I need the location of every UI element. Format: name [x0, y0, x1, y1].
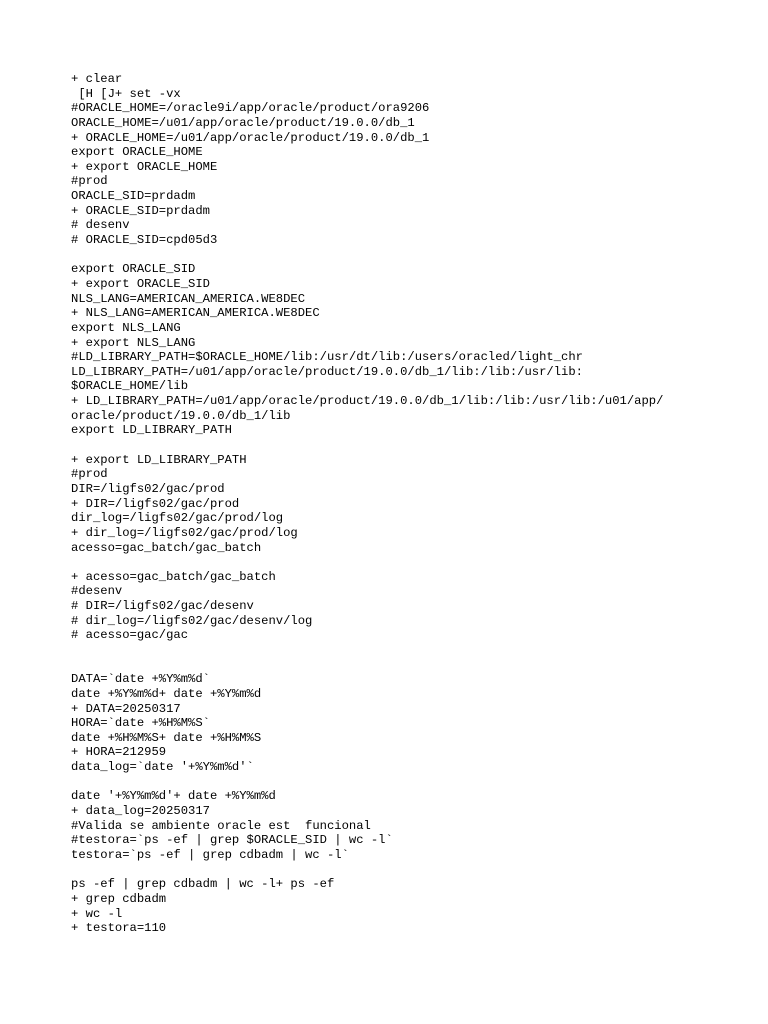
log-line: #testora=`ps -ef | grep $ORACLE_SID | wc -l`: [71, 833, 393, 848]
log-document: [71, 72, 751, 936]
log-line: + dir_log=/ligfs02/gac/prod/log: [71, 525, 298, 540]
log-line: LD_LIBRARY_PATH=/u01/app/oracle/product/19.0.0/db_1/lib:/lib:/usr/lib:: [71, 364, 583, 379]
log-line: dir_log=/ligfs02/gac/prod/log: [71, 511, 284, 526]
log-line: # acesso=gac/gac: [71, 628, 189, 643]
log-line: DATA=`date +%Y%m%d`: [71, 672, 210, 687]
log-line: export NLS_LANG: [71, 320, 181, 335]
log-line: + acesso=gac_batch/gac_batch: [71, 569, 276, 584]
log-line: #prod: [71, 174, 108, 189]
log-line: # ORACLE_SID=cpd05d3: [71, 233, 218, 248]
log-line: [71, 555, 751, 570]
log-line: export ORACLE_SID: [71, 262, 196, 277]
log-line: + export ORACLE_SID: [71, 276, 210, 291]
log-line: + HORA=212959: [71, 745, 167, 760]
log-line: #prod: [71, 467, 108, 482]
log-line: #Valida se ambiente oracle est funcional: [71, 818, 371, 833]
log-line: ORACLE_SID=prdadm: [71, 189, 196, 204]
log-line: export ORACLE_HOME: [71, 145, 203, 160]
log-line: + DIR=/ligfs02/gac/prod: [71, 496, 240, 511]
log-line: [71, 863, 751, 878]
log-line: # DIR=/ligfs02/gac/desenv: [71, 599, 254, 614]
log-line: #LD_LIBRARY_PATH=$ORACLE_HOME/lib:/usr/dt/lib:/users/oracled/light_chr: [71, 350, 583, 365]
log-line: oracle/product/19.0.0/db_1/lib: [71, 408, 291, 423]
log-line: [71, 658, 751, 673]
log-line: acesso=gac_batch/gac_batch: [71, 540, 262, 555]
log-line: + LD_LIBRARY_PATH=/u01/app/oracle/product/19.0.0/db_1/lib:/lib:/usr/lib:/u01/app/: [71, 394, 664, 409]
log-line: [H [J+ set -vx: [71, 86, 181, 101]
log-line: ORACLE_HOME=/u01/app/oracle/product/19.0.0/db_1: [71, 115, 415, 130]
log-line: + ORACLE_HOME=/u01/app/oracle/product/19.0.0/db_1: [71, 130, 430, 145]
log-line: + data_log=20250317: [71, 804, 210, 819]
log-line: date '+%Y%m%d'+ date +%Y%m%d: [71, 789, 276, 804]
log-line: + export ORACLE_HOME: [71, 159, 218, 174]
log-line: date +%Y%m%d+ date +%Y%m%d: [71, 686, 262, 701]
log-line: data_log=`date '+%Y%m%d'`: [71, 760, 254, 775]
log-line: + clear: [71, 72, 123, 86]
log-line: + export NLS_LANG: [71, 335, 196, 350]
log-line: testora=`ps -ef | grep cdbadm | wc -l`: [71, 847, 349, 862]
log-line: + wc -l: [71, 906, 123, 921]
log-line: NLS_LANG=AMERICAN_AMERICA.WE8DEC: [71, 291, 306, 306]
log-line: export LD_LIBRARY_PATH: [71, 423, 232, 438]
log-line: [71, 643, 751, 658]
log-line: #desenv: [71, 584, 123, 599]
log-line: date +%H%M%S+ date +%H%M%S: [71, 730, 262, 745]
log-line: + DATA=20250317: [71, 701, 181, 716]
log-line: ps -ef | grep cdbadm | wc -l+ ps -ef: [71, 877, 335, 892]
log-line: # desenv: [71, 218, 130, 233]
log-line: DIR=/ligfs02/gac/prod: [71, 481, 225, 496]
log-line: #ORACLE_HOME=/oracle9i/app/oracle/product/ora9206: [71, 101, 430, 116]
log-line: + ORACLE_SID=prdadm: [71, 203, 210, 218]
log-line: + grep cdbadm: [71, 891, 167, 906]
log-line: [71, 438, 751, 453]
log-line: # dir_log=/ligfs02/gac/desenv/log: [71, 613, 313, 628]
log-line: + testora=110: [71, 921, 167, 936]
log-line: + NLS_LANG=AMERICAN_AMERICA.WE8DEC: [71, 306, 320, 321]
log-line: + export LD_LIBRARY_PATH: [71, 452, 247, 467]
log-line: $ORACLE_HOME/lib: [71, 379, 189, 394]
log-line: HORA=`date +%H%M%S`: [71, 716, 210, 731]
log-line: [71, 775, 751, 790]
log-line: [71, 248, 751, 263]
